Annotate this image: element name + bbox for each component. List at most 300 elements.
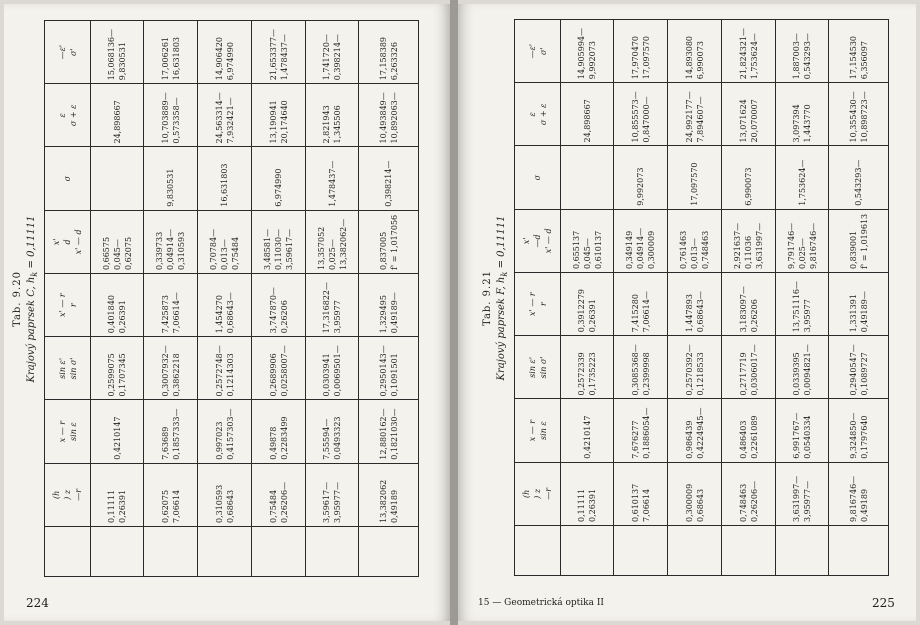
value-cell: [561, 273, 614, 336]
table-row: [722, 20, 776, 576]
value-line: 2,921637—: [733, 222, 742, 269]
value-line: 0,49878: [268, 426, 278, 460]
table-row: [561, 20, 614, 576]
value-line: 0,486403: [738, 420, 748, 459]
value-cell: [198, 463, 252, 526]
value-line: 17,316822—: [322, 281, 331, 334]
column-label-line: sin ε: [68, 422, 78, 441]
value-line: 0,26206—: [749, 480, 759, 522]
value-cell: [829, 20, 889, 83]
table-row: [252, 21, 306, 577]
right-data-table: [514, 19, 889, 576]
value-line: 9,830531: [166, 168, 175, 207]
value-cell: [91, 21, 144, 84]
value-cell: [668, 20, 722, 83]
value-line: 0,1089727: [859, 352, 869, 396]
value-cell: [359, 337, 419, 400]
value-line: 10,355430—: [848, 91, 858, 143]
value-line: 0,0303941: [322, 353, 331, 397]
value-line: 0,839001: [848, 230, 858, 269]
value-line: 0,1857333—: [171, 408, 181, 460]
row-spacer: [198, 527, 252, 577]
value-cell: [144, 337, 198, 400]
value-cell: [198, 21, 252, 84]
column-label-line: (h: [522, 489, 531, 499]
column-label-line: x' — r: [527, 292, 537, 316]
left-table-block: [8, 21, 418, 577]
table-row: [359, 21, 419, 577]
column-label-line: ε: [527, 112, 537, 117]
value-cell: [722, 336, 776, 399]
column-label-line: ) z: [533, 488, 542, 499]
value-line: 0,49189—: [389, 292, 399, 334]
value-line: 1,443770: [803, 104, 812, 143]
column-label-line: ) z: [63, 489, 72, 500]
value-line: 7,415280: [630, 294, 640, 333]
value-cell: [198, 337, 252, 400]
value-cell: [91, 84, 144, 147]
value-line: 21,653377—: [268, 28, 278, 81]
value-cell: [91, 463, 144, 526]
value-line: 3,59617—: [322, 481, 331, 523]
value-cell: [829, 83, 889, 146]
value-line: 0,68643—: [225, 292, 235, 334]
value-line: 1,454270: [214, 295, 224, 334]
left-page: [4, 4, 450, 621]
value-cell: [722, 83, 776, 146]
value-line: 0,1886054—: [641, 407, 651, 459]
value-cell: [306, 274, 359, 337]
value-line: 0,655137: [571, 230, 581, 269]
value-line: 13,382062: [378, 479, 388, 523]
value-line: 9,791746—: [786, 222, 796, 269]
value-line: 3,747870—: [268, 287, 278, 334]
value-line: 10,855573—: [630, 91, 640, 143]
value-line: 0,26391: [118, 489, 127, 523]
column-label-line: r: [538, 302, 548, 307]
value-cell: [668, 273, 722, 336]
value-line: 0,1091501: [389, 353, 399, 397]
column-label-cell: [45, 463, 91, 526]
table-label-row: [45, 21, 91, 577]
value-line: 3,631997—: [755, 222, 764, 269]
column-label-line: ε: [57, 113, 67, 118]
value-line: 1,345506: [333, 105, 342, 144]
value-cell: [776, 399, 829, 462]
value-line: 10,892063—: [389, 92, 399, 144]
value-line: 0,2399998: [641, 352, 651, 396]
value-line: 0,837005: [378, 231, 388, 270]
column-label-line: —ε': [57, 44, 67, 60]
value-cell: [722, 146, 776, 209]
value-line: 0,75484: [231, 236, 240, 270]
value-cell: [561, 462, 614, 525]
value-cell: [722, 20, 776, 83]
value-line: 0,75484: [268, 489, 278, 523]
left-data-table: [44, 20, 419, 577]
value-cell: [776, 462, 829, 525]
value-line: 13,382062—: [338, 218, 348, 270]
table-row: [198, 21, 252, 577]
right-table-subtitle: Krajový paprsek F, $h_k = 0,11111$: [496, 215, 509, 381]
value-cell: [359, 274, 419, 337]
value-line: 0,68643—: [695, 291, 705, 333]
value-line: 0,543293—: [854, 159, 863, 206]
value-cell: [561, 146, 614, 209]
value-cell: [614, 209, 668, 272]
value-line: 6,974990: [225, 42, 235, 81]
value-line: f' = 1,017056: [389, 214, 399, 270]
column-label-line: x — r: [527, 419, 537, 442]
value-line: f' = 1,019613: [859, 213, 869, 269]
value-line: 0,2261089: [749, 415, 759, 459]
value-line: 20,070007: [749, 99, 759, 143]
value-cell: [144, 21, 198, 84]
value-line: 3,95977—: [803, 480, 812, 522]
value-cell: [144, 274, 198, 337]
value-line: 6,990073: [695, 41, 705, 80]
value-line: 24,898667: [112, 100, 122, 144]
value-line: 0,401840: [107, 295, 116, 334]
table-row: [668, 20, 722, 576]
value-line: 7,06614—: [641, 291, 651, 333]
value-line: 0,4157303—: [225, 408, 235, 460]
value-line: 0,1214303: [225, 353, 235, 397]
value-line: 0,3912279: [577, 288, 586, 333]
value-line: 1,329495: [378, 295, 388, 334]
value-line: 17,097570: [690, 162, 699, 206]
value-line: 3,183097—: [738, 286, 748, 333]
value-line: 0,11030—: [274, 228, 283, 270]
value-line: 0,349149: [625, 230, 634, 269]
value-cell: [306, 400, 359, 463]
right-page-footer: 15 — Geometrická optika II: [478, 598, 604, 608]
value-line: 13,071624: [738, 99, 748, 143]
column-label-line: sin ε': [57, 357, 67, 379]
value-cell: [306, 337, 359, 400]
value-line: 6,974990: [274, 168, 283, 207]
value-cell: [722, 273, 776, 336]
value-cell: [668, 146, 722, 209]
value-line: 0,025—: [797, 238, 807, 269]
value-line: 0,3007932—: [160, 345, 170, 397]
value-line: 7,932421—: [225, 97, 235, 144]
value-line: 15,068136—: [107, 28, 116, 81]
left-page-number: 224: [26, 596, 49, 610]
value-line: 24,898667: [582, 99, 592, 143]
value-line: 9,992073: [588, 41, 597, 80]
value-cell: [306, 84, 359, 147]
column-label-line: —r: [74, 488, 83, 501]
value-line: 3,631997—: [792, 475, 801, 522]
column-label-line: x' — d: [74, 229, 83, 255]
value-cell: [561, 336, 614, 399]
column-label-line: d: [63, 239, 72, 245]
value-line: 0,2689906: [268, 353, 278, 397]
value-cell: [198, 210, 252, 273]
column-label-cell: [515, 209, 561, 272]
value-line: 9,816746—: [808, 222, 818, 269]
value-cell: [359, 210, 419, 273]
value-line: 10,493849—: [378, 92, 388, 144]
right-page-number: 225: [872, 596, 895, 610]
value-line: 1,478437—: [279, 34, 289, 81]
value-line: 0,3085368—: [630, 344, 640, 396]
value-cell: [198, 84, 252, 147]
value-cell: [359, 147, 419, 210]
value-cell: [614, 336, 668, 399]
value-cell: [614, 20, 668, 83]
value-line: 24,992177—: [684, 91, 694, 143]
value-line: 14,905994—: [577, 27, 586, 80]
right-table-block: [478, 20, 888, 576]
value-line: 3,59617—: [285, 228, 294, 270]
value-line: 0,0493323: [333, 416, 342, 460]
table-row: [306, 21, 359, 577]
value-cell: [252, 274, 306, 337]
value-line: 14,906420: [214, 36, 224, 81]
column-label-line: σ: [533, 174, 542, 181]
column-label-cell: [45, 147, 91, 210]
value-line: 3,097394: [792, 104, 801, 143]
column-label-line: r: [68, 303, 78, 308]
value-line: 7,676277: [630, 420, 640, 459]
value-cell: [359, 21, 419, 84]
row-spacer: [91, 527, 144, 577]
value-line: 1,753624—: [797, 159, 807, 206]
value-line: 1,741720—: [322, 34, 331, 81]
value-cell: [252, 147, 306, 210]
value-line: 10,898723—: [859, 91, 869, 143]
value-cell: [776, 20, 829, 83]
value-cell: [306, 210, 359, 273]
value-line: 7,63689: [160, 426, 170, 460]
value-cell: [144, 84, 198, 147]
value-cell: [614, 462, 668, 525]
value-line: 0,49189: [389, 489, 399, 523]
column-label-cell: [45, 274, 91, 337]
value-line: 7,425873: [160, 295, 170, 334]
value-line: 17,970470: [630, 35, 640, 80]
value-line: 0,748463: [738, 483, 748, 522]
value-cell: [668, 462, 722, 525]
value-line: 0,310593: [177, 231, 186, 270]
value-line: 1,887003—: [792, 33, 801, 80]
value-line: 6,990073: [744, 167, 753, 206]
value-line: 0,997023: [214, 421, 224, 460]
value-line: 0,49189—: [859, 291, 869, 333]
column-label-cell: [45, 21, 91, 84]
value-line: 0,986439: [684, 420, 694, 459]
column-label-line: sin σ': [538, 356, 548, 379]
row-spacer: [306, 527, 359, 577]
column-label-line: sin ε': [527, 356, 537, 378]
value-line: 0,2717719: [738, 352, 748, 396]
row-spacer: [252, 527, 306, 577]
column-label-line: —r: [544, 487, 553, 500]
table-row: [776, 20, 829, 576]
value-cell: [198, 274, 252, 337]
value-cell: [722, 462, 776, 525]
value-cell: [829, 336, 889, 399]
column-label-cell: [515, 462, 561, 525]
value-line: 0,4210147: [582, 415, 592, 459]
value-line: 0,04914—: [166, 228, 175, 270]
value-line: 0,04914—: [636, 227, 645, 269]
value-line: 7,894607—: [695, 96, 705, 143]
value-line: 0,1821030—: [389, 408, 399, 460]
value-line: 0,310593: [214, 484, 224, 523]
table-row: [829, 20, 889, 576]
value-line: 0,3862218: [171, 353, 181, 397]
value-line: 21,824321—: [738, 27, 748, 80]
value-cell: [252, 210, 306, 273]
value-line: 0,0069501—: [333, 345, 342, 397]
value-cell: [306, 147, 359, 210]
value-line: 0,4224945—: [695, 407, 705, 459]
value-cell: [252, 84, 306, 147]
value-cell: [829, 462, 889, 525]
value-line: 0,013—: [220, 239, 229, 270]
value-cell: [776, 209, 829, 272]
value-line: 0,26206: [279, 300, 289, 334]
value-line: 0,2599075: [107, 353, 116, 397]
value-line: 13,190941: [268, 100, 278, 144]
value-line: 13,751116—: [792, 280, 801, 333]
column-label-cell: [515, 146, 561, 209]
value-line: 3,95977: [803, 299, 812, 333]
value-cell: [668, 209, 722, 272]
value-cell: [359, 400, 419, 463]
value-line: 7,55594—: [322, 418, 331, 460]
value-cell: [829, 146, 889, 209]
value-cell: [614, 83, 668, 146]
value-cell: [91, 210, 144, 273]
row-spacer: [829, 526, 889, 576]
value-line: 0,1797640: [859, 415, 869, 459]
table-row: [91, 21, 144, 577]
value-line: 0,26206—: [279, 481, 289, 523]
value-line: 0,610137: [630, 483, 640, 522]
corner-cell: [515, 526, 561, 576]
value-cell: [561, 20, 614, 83]
value-line: 9,816746—: [848, 475, 858, 522]
value-line: 7,06614—: [171, 292, 181, 334]
value-line: 6,991767—: [792, 412, 801, 459]
value-line: 17,006261: [160, 36, 170, 81]
column-label-line: x — r: [57, 420, 67, 443]
value-line: 0,2950143—: [378, 345, 388, 397]
table-row: [144, 21, 198, 577]
value-line: 0,1735223: [588, 352, 597, 396]
value-cell: [561, 209, 614, 272]
value-line: 9,324850—: [848, 412, 858, 459]
value-line: 14,893080: [684, 35, 694, 80]
value-line: 0,0258007—: [279, 345, 289, 397]
value-line: 0,11036: [744, 235, 753, 269]
value-line: 0,26391: [118, 300, 127, 334]
column-label-cell: [515, 399, 561, 462]
column-label-line: σ + ε: [68, 104, 78, 127]
column-label-line: x': [52, 238, 61, 246]
value-line: 0,2940547—: [848, 344, 858, 396]
value-line: 0,0540334: [803, 415, 812, 459]
value-line: 0,025—: [327, 239, 337, 270]
value-cell: [306, 463, 359, 526]
value-cell: [91, 274, 144, 337]
value-line: 0,610137: [593, 230, 603, 269]
corner-cell: [45, 527, 91, 577]
value-cell: [144, 210, 198, 273]
value-line: 0,847000—: [641, 96, 651, 143]
value-cell: [776, 336, 829, 399]
value-cell: [144, 147, 198, 210]
right-page: [458, 4, 916, 621]
value-cell: [252, 337, 306, 400]
column-label-line: σ: [63, 175, 72, 182]
value-cell: [776, 83, 829, 146]
value-cell: [306, 21, 359, 84]
column-label-line: σ': [538, 47, 548, 55]
value-line: 0,761463: [679, 230, 688, 269]
row-spacer: [614, 526, 668, 576]
column-label-cell: [45, 210, 91, 273]
column-label-line: σ': [68, 48, 78, 56]
value-line: 0,045—: [582, 238, 592, 269]
value-line: 9,830531: [118, 42, 127, 81]
value-line: 0,2572339: [577, 352, 586, 396]
column-label-line: sin ε: [538, 421, 548, 440]
value-line: 0,62075: [123, 236, 133, 270]
column-label-cell: [515, 336, 561, 399]
value-cell: [359, 84, 419, 147]
value-line: 1,478437—: [327, 160, 337, 207]
value-line: 0,398214—: [333, 34, 342, 81]
value-line: 17,154530: [848, 35, 858, 80]
column-label-cell: [45, 400, 91, 463]
row-spacer: [776, 526, 829, 576]
value-line: 24,563314—: [214, 92, 224, 144]
value-cell: [144, 463, 198, 526]
value-line: 0,300009: [647, 230, 656, 269]
value-line: 6,356097: [859, 41, 869, 80]
value-line: 0,62075: [160, 489, 170, 523]
left-table-title: Tab. 9.20: [12, 271, 23, 327]
value-cell: [829, 399, 889, 462]
row-spacer: [722, 526, 776, 576]
value-line: 0,26206: [749, 299, 759, 333]
value-line: 1,331391: [848, 294, 858, 333]
value-cell: [668, 336, 722, 399]
value-cell: [91, 147, 144, 210]
value-cell: [561, 83, 614, 146]
value-line: 2,821943: [322, 105, 331, 144]
value-line: 1,447893: [684, 294, 694, 333]
value-line: 9,992073: [636, 167, 645, 206]
value-line: 20,174640: [279, 100, 289, 144]
column-label-line: sin σ': [68, 357, 78, 380]
column-label-line: x': [522, 237, 531, 245]
value-line: 0,0306017—: [749, 344, 759, 396]
column-label-line: x' — r: [57, 293, 67, 317]
value-cell: [198, 147, 252, 210]
value-cell: [776, 146, 829, 209]
value-line: 12,880162—: [378, 408, 388, 460]
value-line: 13,357052: [316, 226, 326, 270]
value-cell: [722, 209, 776, 272]
value-cell: [776, 273, 829, 336]
value-line: 0,2570392—: [684, 344, 694, 396]
